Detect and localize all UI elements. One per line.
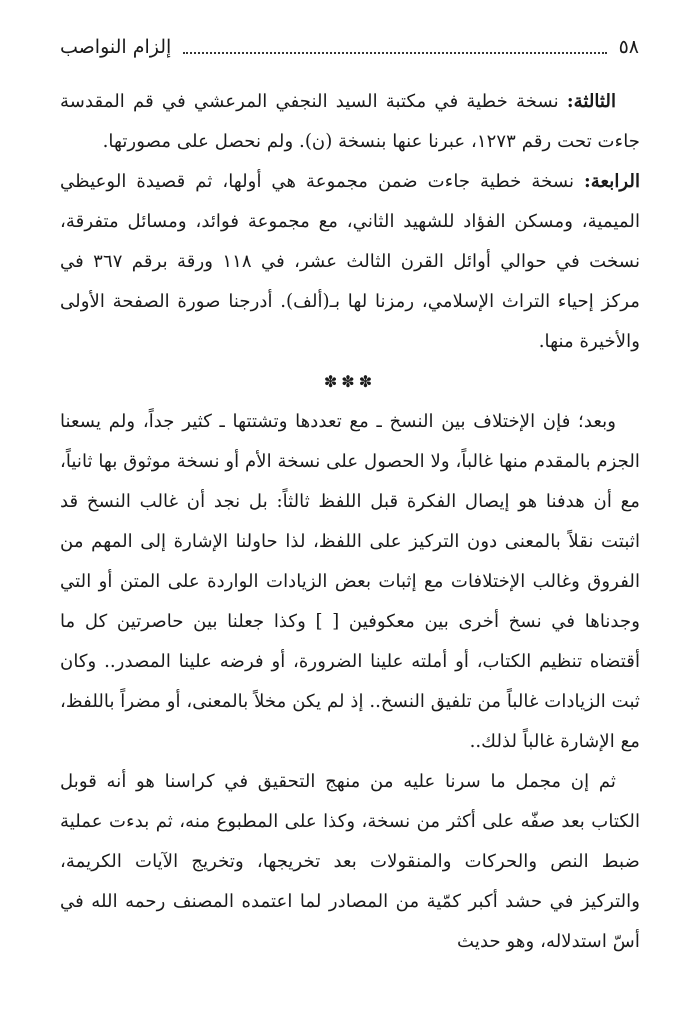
label-fourth: الرابعة: — [584, 171, 640, 192]
paragraph-methodology: ثم إن مجمل ما سرنا عليه من منهج التحقيق في كراسنا هو أنه قوبل الكتاب بعد صفّه على أكثر من نسخة، وكذا على المطبوع منه، ثم بدءت عملية ضبط النص والحركات والمنقولات بعد تخريجها، وتخريج الآيات الكريمة، والتركيز في حشد أكبر كمّية من المصادر لما اعتمده المصنف رحمه الله في أسّ استدلاله، وهو حديث — [60, 771, 640, 952]
page-body — [60, 82, 640, 962]
paragraph-third-manuscript — [60, 82, 640, 162]
label-third: الثالثة: — [566, 91, 616, 112]
text-third: نسخة خطية في مكتبة السيد النجفي المرعشي في قم المقدسة جاءت تحت رقم ١٢٧٣، عبرنا عنها بنسخة (ن). ولم نحصل على مصورتها. — [60, 91, 640, 152]
section-separator: ✽✽✽ — [323, 372, 377, 391]
text-fourth: نسخة خطية جاءت ضمن مجموعة هي أولها، ثم قصيدة الوعيظي الميمية، ومسكن الفؤاد للشهيد الثاني، مع مجموعة فوائد، ومسائل متفرقة، نسخت في حوالي أوائل القرن الثالث عشر، في ١١٨ ورقة برقم ٣٦٧ في مركز إحياء التراث الإسلامي، رمزنا لها بـ(ألف). أدرجنا صورة الصفحة الأولى والأخيرة منها. — [60, 171, 641, 352]
page-number: ٥٨ — [618, 36, 639, 58]
paragraph-fourth-manuscript — [60, 162, 640, 362]
header-dotted-leader — [183, 52, 606, 54]
page-header — [60, 30, 639, 64]
paragraph-differences: وبعد؛ فإن الإختلاف بين النسخ ـ مع تعددها وتشتتها ـ كثير جداً، ولم يسعنا الجزم بالمقدم منها غالباً، ولا الحصول على نسخة الأم أو نسخة موثوق بها ثانياً، مع أن هدفنا هو إيصال الفكرة قبل اللفظ ثالثاً: بل نجد أن غالب النسخ قد اثبتت نقلاً بالمعنى دون التركيز على اللفظ، لذا حاولنا الإشارة إلى المهم من الفروق وغالب الإختلافات مع إثبات بعض الزيادات الواردة على المتن أو التي وجدناها في نسخ أخرى بين معكوفين [ ] وكذا جعلنا بين حاصرتين كل ما أقتضاه تنظيم الكتاب، أو أملته علينا الضرورة، أو فرضه علينا المصدر.. وكان ثبت الزيادات غالباً من تلفيق النسخ.. إذ لم يكن مخلاً بالمعنى، أو مضراً باللفظ، مع الإشارة غالباً لذلك.. — [60, 411, 640, 752]
running-title: إلزام النواصب — [60, 36, 172, 58]
